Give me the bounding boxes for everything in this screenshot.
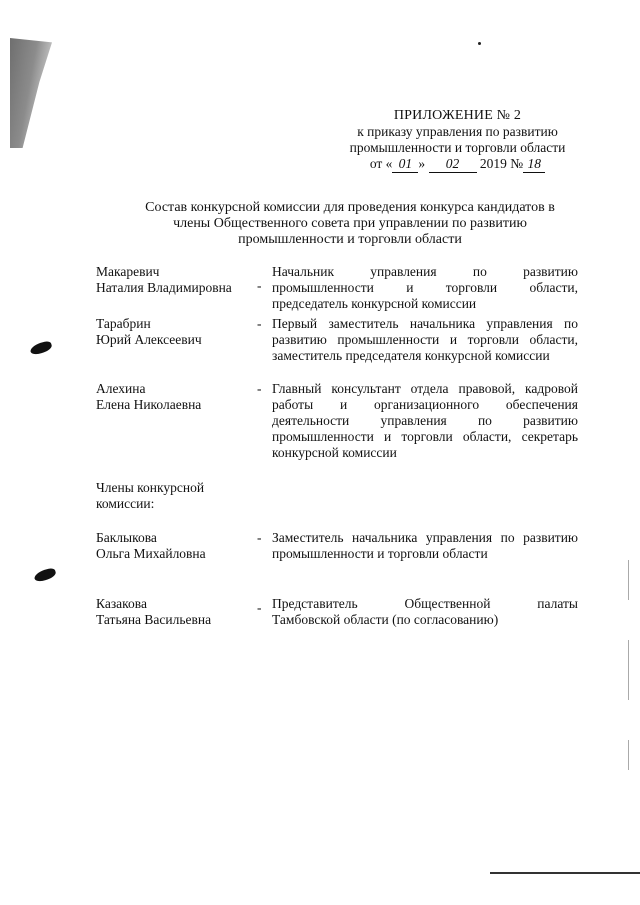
- scan-dot: [478, 42, 481, 45]
- appendix-title: ПРИЛОЖЕНИЕ № 2: [393, 108, 522, 123]
- dash-separator: -: [257, 278, 262, 293]
- date-mid: »: [418, 156, 426, 171]
- dash-separator: -: [257, 600, 262, 615]
- position-line: Начальник управления по развитию: [272, 264, 578, 279]
- scan-line: [490, 872, 640, 874]
- member-surname: Тарабрин: [96, 316, 151, 331]
- member-given-name: Юрий Алексеевич: [96, 332, 202, 347]
- member-name: [96, 264, 256, 296]
- date-month: 02: [429, 156, 477, 173]
- position-line: промышленности и торговли области,: [272, 280, 578, 295]
- position-line: развитию промышленности и торговли области,: [272, 332, 578, 347]
- position-line: Главный консультант отдела правовой, кадровой: [272, 381, 578, 396]
- members-label-line: комиссии:: [96, 496, 155, 511]
- member-given-name: Елена Николаевна: [96, 397, 202, 412]
- member-surname: Баклыкова: [96, 530, 157, 545]
- commission-member-row: [96, 381, 586, 465]
- position-line: заместитель председателя конкурсной комиссии: [272, 348, 550, 363]
- position-line: Тамбовской области (по согласованию): [272, 612, 499, 627]
- position-line: работы и организационного обеспечения: [272, 397, 578, 412]
- order-number: 18: [523, 156, 545, 173]
- member-given-name: Ольга Михайловна: [96, 546, 206, 561]
- position-line: конкурсной комиссии: [272, 445, 397, 460]
- scan-edge: [628, 640, 629, 700]
- member-position: [272, 264, 578, 312]
- member-name: [96, 530, 256, 562]
- members-section-label: [96, 480, 266, 512]
- member-position: [272, 530, 578, 562]
- dash-separator: -: [257, 316, 262, 331]
- member-given-name: Наталия Владимировна: [96, 280, 232, 295]
- position-line: промышленности и торговли области: [272, 546, 488, 561]
- date-prefix: от «: [369, 156, 393, 171]
- position-line: председатель конкурсной комиссии: [272, 296, 477, 311]
- dash-separator: -: [257, 530, 262, 545]
- commission-member-row: [96, 596, 586, 632]
- scan-edge: [628, 740, 629, 770]
- commission-member-row: [96, 530, 586, 566]
- member-surname: Алехина: [96, 381, 146, 396]
- position-line: Заместитель начальника управления по развитию: [272, 530, 578, 545]
- title-line-3: промышленности и торговли области: [238, 232, 462, 247]
- title-line-2: члены Общественного совета при управлении по развитию: [173, 216, 527, 231]
- member-position: [272, 316, 578, 364]
- member-name: [96, 381, 256, 413]
- date-day: 01: [392, 156, 418, 173]
- position-line: промышленности и торговли области, секретарь: [272, 429, 578, 444]
- position-line: Первый заместитель начальника управления по: [272, 316, 578, 331]
- appendix-header: [330, 108, 585, 173]
- member-name: [96, 596, 256, 628]
- order-line-1: к приказу управления по развитию: [357, 124, 558, 139]
- position-line: деятельности управления по развитию: [272, 413, 578, 428]
- scan-mark: [29, 340, 53, 356]
- commission-member-row: [96, 264, 586, 316]
- order-date-line: [330, 156, 585, 173]
- commission-member-row: [96, 316, 586, 368]
- date-year: 2019 №: [479, 156, 524, 171]
- member-name: [96, 316, 256, 348]
- document-title: [90, 200, 610, 248]
- title-line-1: Состав конкурсной комиссии для проведения конкурса кандидатов в: [145, 200, 555, 215]
- scan-mark: [33, 567, 57, 583]
- order-line-2: промышленности и торговли области: [349, 140, 566, 155]
- scan-shadow: [10, 38, 52, 148]
- member-position: [272, 381, 578, 461]
- member-surname: Макаревич: [96, 264, 160, 279]
- member-position: [272, 596, 578, 628]
- members-label-line: Члены конкурсной: [96, 480, 205, 495]
- member-given-name: Татьяна Васильевна: [96, 612, 212, 627]
- position-line: Представитель Общественной палаты: [272, 596, 578, 611]
- member-surname: Казакова: [96, 596, 147, 611]
- dash-separator: -: [257, 381, 262, 396]
- scan-edge: [628, 560, 629, 600]
